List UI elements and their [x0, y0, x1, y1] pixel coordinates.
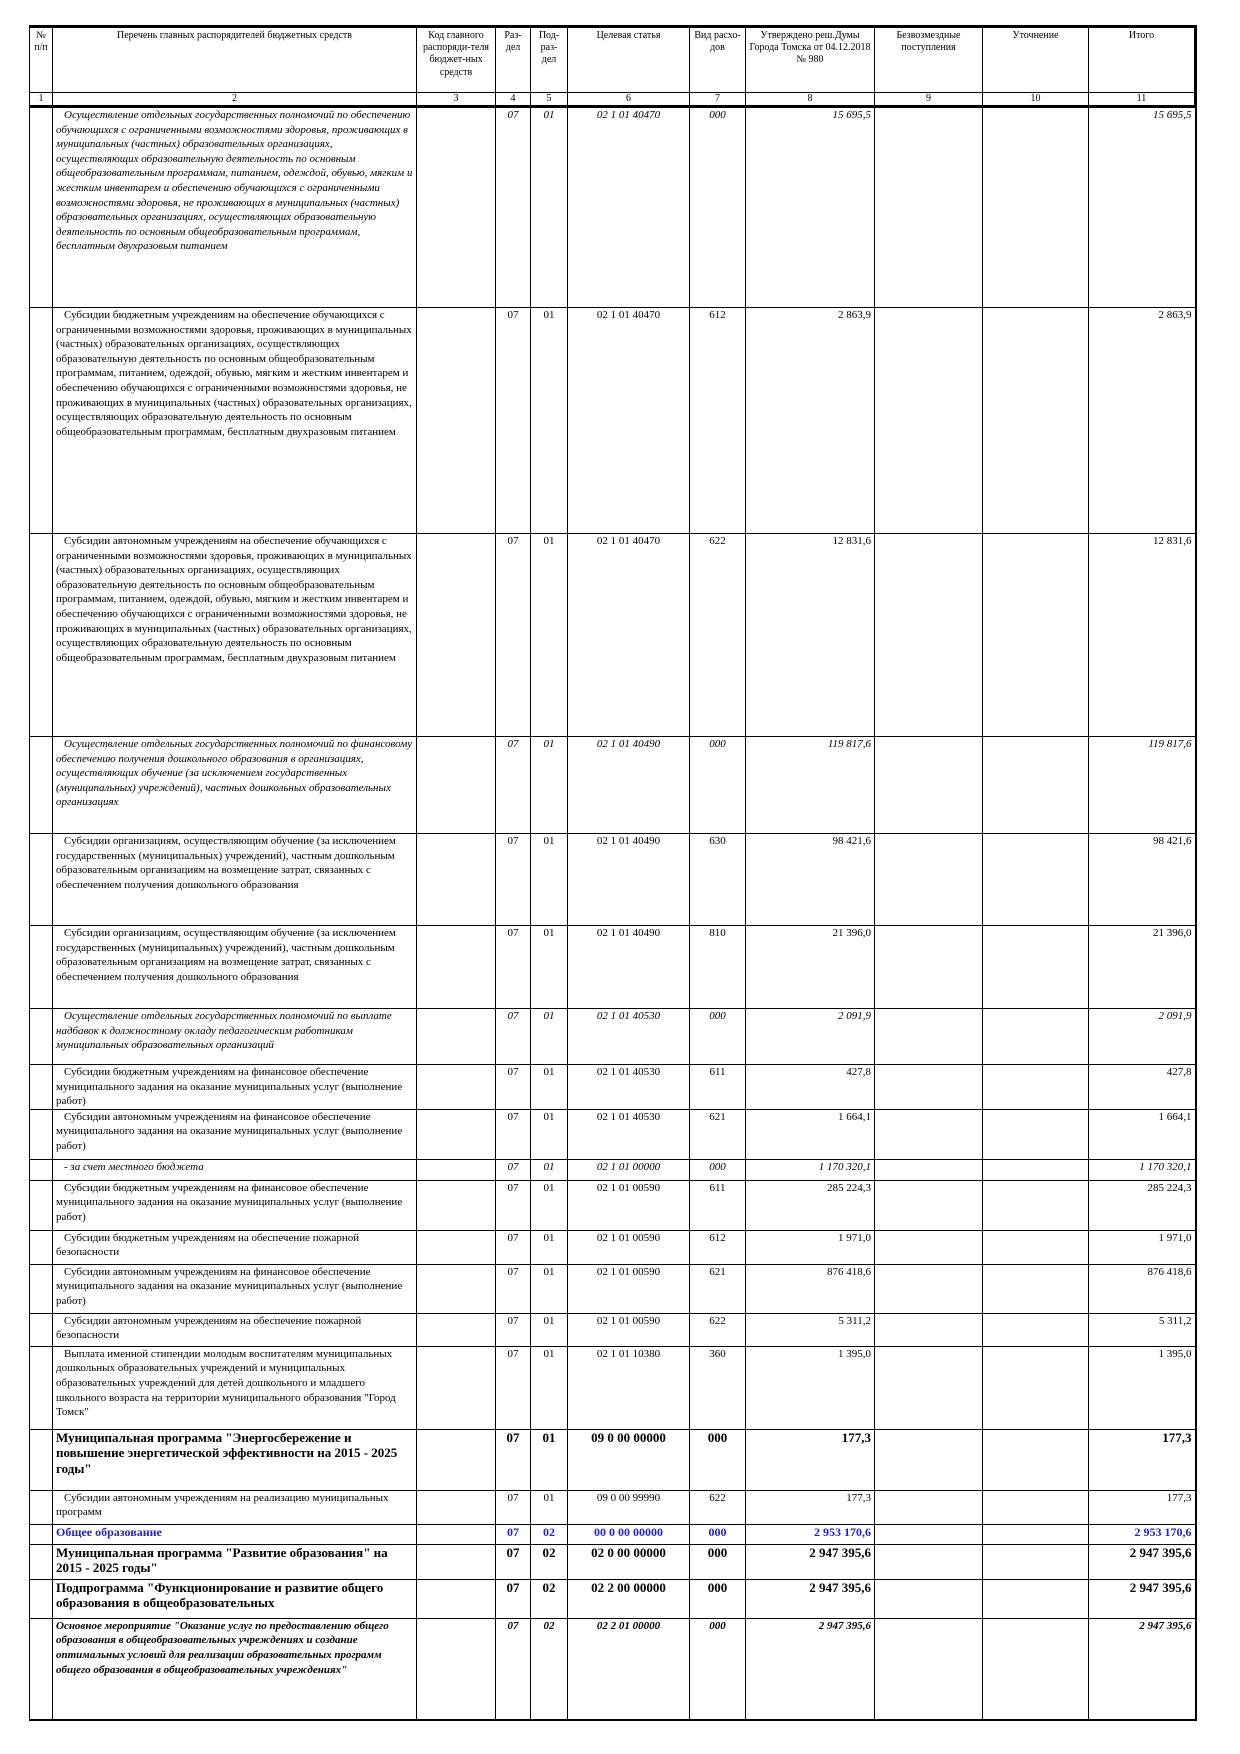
row-vid: 000: [690, 1159, 746, 1180]
row-total: 876 418,6: [1089, 1264, 1196, 1313]
row-podrazdel: 01: [531, 1109, 568, 1159]
row-name-text: Общее образование: [56, 1524, 162, 1539]
row-vid: 612: [690, 308, 746, 534]
row-razdel: 07: [496, 1346, 531, 1429]
row-clarification: [983, 1346, 1089, 1429]
row-podrazdel: 01: [531, 1346, 568, 1429]
table-row: [30, 107, 1196, 308]
row-article: 02 1 01 40470: [568, 534, 690, 737]
table-row: [30, 1109, 1196, 1159]
row-article: 02 1 01 40490: [568, 737, 690, 834]
header-vid: Вид расхо-дов: [690, 27, 746, 93]
row-razdel: 07: [496, 107, 531, 308]
row-article: 02 1 01 40530: [568, 1009, 690, 1065]
row-number-cell: [30, 534, 53, 737]
row-approved: 15 695,5: [746, 107, 875, 308]
row-podrazdel: 02: [531, 1618, 568, 1720]
row-name: [53, 1230, 417, 1264]
row-clarification: [983, 834, 1089, 926]
row-clarification: [983, 1264, 1089, 1313]
row-name-text: Муниципальная программа "Энергосбережение и повышение энергетической эффективности на 2015 - 2025 годы": [56, 1429, 398, 1476]
row-approved: 119 817,6: [746, 737, 875, 834]
row-clarification: [983, 1313, 1089, 1346]
row-podrazdel: 01: [531, 1065, 568, 1110]
row-article: 02 1 01 40470: [568, 107, 690, 308]
column-number: 7: [690, 93, 746, 107]
row-clarification: [983, 1065, 1089, 1110]
row-name: [53, 737, 417, 834]
table-row: [30, 1009, 1196, 1065]
row-approved: 285 224,3: [746, 1180, 875, 1230]
row-grants: [875, 1009, 983, 1065]
row-podrazdel: 01: [531, 1429, 568, 1490]
header-total: Итого: [1089, 27, 1196, 93]
header-grants: Безвозмездные поступления: [875, 27, 983, 93]
row-name: [53, 1109, 417, 1159]
header-article: Целевая статья: [568, 27, 690, 93]
row-vid: 000: [690, 1618, 746, 1720]
row-code: [417, 1264, 496, 1313]
row-clarification: [983, 534, 1089, 737]
row-name-text: Осуществление отдельных государственных полномочий по выплате надбавок к должностному окладу педагогическим работникам муниципальных образовательных организаций: [56, 1010, 392, 1052]
column-number: 9: [875, 93, 983, 107]
row-razdel: 07: [496, 1009, 531, 1065]
row-grants: [875, 1524, 983, 1544]
row-vid: 611: [690, 1180, 746, 1230]
row-podrazdel: 01: [531, 1230, 568, 1264]
row-number-cell: [30, 834, 53, 926]
table-row: [30, 1429, 1196, 1490]
column-number: 2: [53, 93, 417, 107]
row-number-cell: [30, 308, 53, 534]
row-approved: 876 418,6: [746, 1264, 875, 1313]
row-total: 12 831,6: [1089, 534, 1196, 737]
row-podrazdel: 02: [531, 1524, 568, 1544]
column-number: 3: [417, 93, 496, 107]
row-article: 02 1 01 00590: [568, 1313, 690, 1346]
column-number: 11: [1089, 93, 1196, 107]
row-number-cell: [30, 1618, 53, 1720]
row-total: 98 421,6: [1089, 834, 1196, 926]
row-name: [53, 1009, 417, 1065]
row-code: [417, 1009, 496, 1065]
row-razdel: 07: [496, 1109, 531, 1159]
table-header-row: [30, 27, 1196, 93]
row-vid: 000: [690, 737, 746, 834]
table-row: [30, 1579, 1196, 1618]
row-code: [417, 834, 496, 926]
row-razdel: 07: [496, 1544, 531, 1579]
row-grants: [875, 1180, 983, 1230]
row-number-cell: [30, 737, 53, 834]
row-razdel: 07: [496, 1618, 531, 1720]
row-podrazdel: 02: [531, 1579, 568, 1618]
row-approved: 2 947 395,6: [746, 1618, 875, 1720]
row-code: [417, 107, 496, 308]
row-grants: [875, 107, 983, 308]
header-num: № п/п: [30, 27, 53, 93]
row-code: [417, 1579, 496, 1618]
table-row: [30, 1524, 1196, 1544]
row-clarification: [983, 1180, 1089, 1230]
row-grants: [875, 737, 983, 834]
row-approved: 2 953 170,6: [746, 1524, 875, 1544]
row-clarification: [983, 1429, 1089, 1490]
row-vid: 000: [690, 1524, 746, 1544]
row-total: 285 224,3: [1089, 1180, 1196, 1230]
row-article: 09 0 00 99990: [568, 1490, 690, 1524]
row-name-text: Субсидии автономным учреждениям на обеспечение обучающихся с ограниченными возможностями здоровья, проживающих в муниципальных (частных) образовательных организациях, осуществляющих образовательную деятельность по основным общеобразовательным программам, питанием, одеждой, обувью, мягким и жестким инвентарем и обеспечению обучающихся с ограниченными возможностями здоровья, не проживающих в муниципальных (частных) образовательных организациях, осуществляющих образовательную деятельность по основным общеобразовательным программам, бесплатным двухразовым питанием: [56, 535, 412, 664]
row-name: [53, 534, 417, 737]
row-razdel: 07: [496, 1180, 531, 1230]
row-vid: 622: [690, 534, 746, 737]
row-code: [417, 1109, 496, 1159]
table-row: [30, 1490, 1196, 1524]
row-approved: 1 170 320,1: [746, 1159, 875, 1180]
budget-table: [29, 25, 1197, 1721]
row-total: 2 863,9: [1089, 308, 1196, 534]
row-approved: 5 311,2: [746, 1313, 875, 1346]
row-approved: 2 947 395,6: [746, 1579, 875, 1618]
row-total: 427,8: [1089, 1065, 1196, 1110]
row-razdel: 07: [496, 1490, 531, 1524]
row-podrazdel: 01: [531, 1313, 568, 1346]
header-podrazdel: Под-раз-дел: [531, 27, 568, 93]
table-row: [30, 1159, 1196, 1180]
row-total: 2 947 395,6: [1089, 1618, 1196, 1720]
row-clarification: [983, 1230, 1089, 1264]
row-article: 02 0 00 00000: [568, 1544, 690, 1579]
row-total: 2 947 395,6: [1089, 1544, 1196, 1579]
row-grants: [875, 1544, 983, 1579]
column-number: 1: [30, 93, 53, 107]
row-podrazdel: 01: [531, 926, 568, 1009]
row-approved: 177,3: [746, 1429, 875, 1490]
row-approved: 1 395,0: [746, 1346, 875, 1429]
row-name-text: Субсидии бюджетным учреждениям на обеспечение пожарной безопасности: [56, 1231, 360, 1259]
row-code: [417, 1230, 496, 1264]
row-grants: [875, 1264, 983, 1313]
row-code: [417, 1618, 496, 1720]
row-clarification: [983, 1159, 1089, 1180]
table-row: [30, 737, 1196, 834]
row-article: 02 1 01 40530: [568, 1065, 690, 1110]
row-name: [53, 1429, 417, 1490]
row-razdel: 07: [496, 834, 531, 926]
row-approved: 1 971,0: [746, 1230, 875, 1264]
header-approved: Утверждено реш.Думы Города Томска от 04.12.2018 № 980: [746, 27, 875, 93]
row-name: [53, 1490, 417, 1524]
row-name-text: Осуществление отдельных государственных полномочий по обеспечению обучающихся с ограниченными возможностями здоровья, проживающих в муниципальных (частных) образовательных организациях, осуществляющих образовательную деятельность по основным общеобразовательным программам, питанием, одеждой, обувью, мягким и жестким инвентарем и обеспечению обучающихся с ограниченными возможностями здоровья, не проживающих в муниципальных (частных) образовательных организациях, осуществляющих образовательную деятельность по основным общеобразовательным программам, бесплатным двухразовым питанием: [56, 109, 413, 253]
row-name-text: Субсидии бюджетным учреждениям на финансовое обеспечение муниципального задания на оказание муниципальных услуг (выполнение работ): [56, 1181, 403, 1223]
row-code: [417, 1544, 496, 1579]
row-grants: [875, 1346, 983, 1429]
row-razdel: 07: [496, 926, 531, 1009]
row-name: [53, 107, 417, 308]
row-vid: 000: [690, 1009, 746, 1065]
row-name-text: Субсидии автономным учреждениям на финансовое обеспечение муниципального задания на оказание муниципальных услуг (выполнение работ): [56, 1265, 403, 1307]
row-number-cell: [30, 1009, 53, 1065]
row-approved: 427,8: [746, 1065, 875, 1110]
row-number-cell: [30, 1346, 53, 1429]
row-vid: 630: [690, 834, 746, 926]
row-name: [53, 1544, 417, 1579]
row-code: [417, 1346, 496, 1429]
row-total: 1 395,0: [1089, 1346, 1196, 1429]
row-total: 177,3: [1089, 1490, 1196, 1524]
row-code: [417, 1524, 496, 1544]
row-total: 177,3: [1089, 1429, 1196, 1490]
row-grants: [875, 926, 983, 1009]
row-grants: [875, 1230, 983, 1264]
row-podrazdel: 01: [531, 1159, 568, 1180]
row-grants: [875, 1313, 983, 1346]
row-clarification: [983, 1524, 1089, 1544]
row-name: [53, 1579, 417, 1618]
table-row: [30, 1264, 1196, 1313]
row-clarification: [983, 308, 1089, 534]
row-article: 02 2 01 00000: [568, 1618, 690, 1720]
row-razdel: 07: [496, 1230, 531, 1264]
row-name-text: Субсидии бюджетным учреждениям на финансовое обеспечение муниципального задания на оказание муниципальных услуг (выполнение работ): [56, 1066, 403, 1108]
row-approved: 98 421,6: [746, 834, 875, 926]
row-clarification: [983, 1490, 1089, 1524]
row-name-text: Подпрограмма "Функционирование и развитие общего образования в общеобразовательных: [56, 1579, 384, 1611]
row-vid: 810: [690, 926, 746, 1009]
row-clarification: [983, 1109, 1089, 1159]
column-number: 6: [568, 93, 690, 107]
header-razdel: Раз-дел: [496, 27, 531, 93]
row-podrazdel: 01: [531, 534, 568, 737]
row-name: [53, 834, 417, 926]
row-article: 02 1 01 00000: [568, 1159, 690, 1180]
row-name-text: - за счет местного бюджета: [64, 1160, 204, 1173]
row-name: [53, 1180, 417, 1230]
row-code: [417, 1313, 496, 1346]
row-name: [53, 1618, 417, 1720]
row-razdel: 07: [496, 1429, 531, 1490]
row-vid: 000: [690, 1429, 746, 1490]
table-row: [30, 1618, 1196, 1720]
row-number-cell: [30, 1109, 53, 1159]
row-approved: 2 863,9: [746, 308, 875, 534]
row-clarification: [983, 107, 1089, 308]
header-name: Перечень главных распорядителей бюджетных средств: [53, 27, 417, 93]
row-article: 02 1 01 40530: [568, 1109, 690, 1159]
row-code: [417, 1429, 496, 1490]
row-number-cell: [30, 1065, 53, 1110]
row-number-cell: [30, 107, 53, 308]
row-code: [417, 534, 496, 737]
row-article: 00 0 00 00000: [568, 1524, 690, 1544]
row-razdel: 07: [496, 1065, 531, 1110]
row-razdel: 07: [496, 737, 531, 834]
row-article: 02 1 01 00590: [568, 1180, 690, 1230]
row-approved: 177,3: [746, 1490, 875, 1524]
column-number: 10: [983, 93, 1089, 107]
row-podrazdel: 01: [531, 107, 568, 308]
row-podrazdel: 01: [531, 308, 568, 534]
row-name: [53, 1264, 417, 1313]
row-code: [417, 1490, 496, 1524]
row-vid: 621: [690, 1109, 746, 1159]
table-row: [30, 1346, 1196, 1429]
table-row: [30, 308, 1196, 534]
row-vid: 622: [690, 1313, 746, 1346]
row-number-cell: [30, 1490, 53, 1524]
row-name-text: Субсидии автономным учреждениям на финансовое обеспечение муниципального задания на оказание муниципальных услуг (выполнение работ): [56, 1110, 403, 1152]
row-number-cell: [30, 1524, 53, 1544]
row-grants: [875, 1109, 983, 1159]
row-number-cell: [30, 1180, 53, 1230]
row-vid: 621: [690, 1264, 746, 1313]
row-name: [53, 1524, 417, 1544]
row-grants: [875, 308, 983, 534]
row-article: 02 1 01 00590: [568, 1230, 690, 1264]
table-row: [30, 534, 1196, 737]
row-clarification: [983, 1544, 1089, 1579]
row-total: 1 170 320,1: [1089, 1159, 1196, 1180]
row-article: 02 1 01 00590: [568, 1264, 690, 1313]
row-grants: [875, 1490, 983, 1524]
row-code: [417, 1159, 496, 1180]
row-podrazdel: 01: [531, 1180, 568, 1230]
row-grants: [875, 1579, 983, 1618]
column-numbers-row: [30, 93, 1196, 107]
row-approved: 1 664,1: [746, 1109, 875, 1159]
row-total: 2 947 395,6: [1089, 1579, 1196, 1618]
row-name-text: Субсидии бюджетным учреждениям на обеспечение обучающихся с ограниченными возможностями здоровья, проживающих в муниципальных (частных) образовательных организациях, осуществляющих образовательную деятельность по основным общеобразовательным программам, питанием, одеждой, обувью, мягким и жестким инвентарем и обеспечению обучающихся с ограниченными возможностями здоровья, не проживающих в муниципальных (частных) образовательных организациях, осуществляющих образовательную деятельность по основным общеобразовательным программам, бесплатным двухразовым питанием: [56, 309, 412, 438]
row-clarification: [983, 1579, 1089, 1618]
row-article: 02 1 01 40490: [568, 926, 690, 1009]
row-number-cell: [30, 1264, 53, 1313]
header-code: Код главного распоряди-теля бюджет-ных средств: [417, 27, 496, 93]
row-podrazdel: 01: [531, 1490, 568, 1524]
row-article: 02 1 01 40490: [568, 834, 690, 926]
row-approved: 2 947 395,6: [746, 1544, 875, 1579]
row-grants: [875, 1159, 983, 1180]
row-name: [53, 1313, 417, 1346]
row-grants: [875, 834, 983, 926]
row-razdel: 07: [496, 1524, 531, 1544]
row-approved: 12 831,6: [746, 534, 875, 737]
row-code: [417, 1065, 496, 1110]
row-vid: 360: [690, 1346, 746, 1429]
column-number: 5: [531, 93, 568, 107]
table-row: [30, 926, 1196, 1009]
row-number-cell: [30, 926, 53, 1009]
column-number: 8: [746, 93, 875, 107]
row-grants: [875, 1429, 983, 1490]
header-clarification: Уточнение: [983, 27, 1089, 93]
row-total: 21 396,0: [1089, 926, 1196, 1009]
row-podrazdel: 01: [531, 1264, 568, 1313]
row-podrazdel: 02: [531, 1544, 568, 1579]
row-razdel: 07: [496, 1159, 531, 1180]
row-total: 5 311,2: [1089, 1313, 1196, 1346]
table-row: [30, 1180, 1196, 1230]
table-row: [30, 1230, 1196, 1264]
row-podrazdel: 01: [531, 834, 568, 926]
row-name-text: Субсидии организациям, осуществляющим обучение (за исключением государственных (муниципальных) учреждений), частным дошкольным образовательным организациям на возмещение затрат, связанных с обеспечением получения дошкольного образования: [56, 927, 396, 983]
row-name: [53, 1346, 417, 1429]
row-podrazdel: 01: [531, 1009, 568, 1065]
row-number-cell: [30, 1429, 53, 1490]
row-name: [53, 926, 417, 1009]
row-name-text: Муниципальная программа "Развитие образования" на 2015 - 2025 годы": [56, 1544, 388, 1576]
row-podrazdel: 01: [531, 737, 568, 834]
row-name: [53, 1159, 417, 1180]
row-total: 119 817,6: [1089, 737, 1196, 834]
table-row: [30, 1544, 1196, 1579]
row-vid: 000: [690, 1544, 746, 1579]
row-total: 15 695,5: [1089, 107, 1196, 308]
row-name-text: Основное мероприятие "Оказание услуг по предоставлению общего образования в общеобразовательных учреждениях и создание оптимальных условий для реализации образовательных программ общего образования в общеобразовательных учреждениях": [56, 1619, 389, 1676]
row-vid: 000: [690, 1579, 746, 1618]
row-clarification: [983, 926, 1089, 1009]
row-number-cell: [30, 1544, 53, 1579]
row-total: 2 953 170,6: [1089, 1524, 1196, 1544]
row-article: 02 1 01 10380: [568, 1346, 690, 1429]
row-name: [53, 308, 417, 534]
row-razdel: 07: [496, 1313, 531, 1346]
row-number-cell: [30, 1230, 53, 1264]
row-approved: 2 091,9: [746, 1009, 875, 1065]
row-article: 02 2 00 00000: [568, 1579, 690, 1618]
row-razdel: 07: [496, 308, 531, 534]
table-row: [30, 1313, 1196, 1346]
row-code: [417, 1180, 496, 1230]
row-total: 1 664,1: [1089, 1109, 1196, 1159]
column-number: 4: [496, 93, 531, 107]
row-razdel: 07: [496, 1264, 531, 1313]
row-razdel: 07: [496, 534, 531, 737]
row-total: 2 091,9: [1089, 1009, 1196, 1065]
table-row: [30, 1065, 1196, 1110]
row-grants: [875, 1065, 983, 1110]
row-name-text: Осуществление отдельных государственных полномочий по финансовому обеспечению получения дошкольного образования в организациях, осуществляющих обучение (за исключением государственных (муниципальных) учреждений), частных дошкольных образовательных организациях: [56, 738, 413, 809]
row-vid: 611: [690, 1065, 746, 1110]
row-razdel: 07: [496, 1579, 531, 1618]
row-vid: 000: [690, 107, 746, 308]
row-vid: 612: [690, 1230, 746, 1264]
row-approved: 21 396,0: [746, 926, 875, 1009]
table-row: [30, 834, 1196, 926]
row-clarification: [983, 1618, 1089, 1720]
row-name-text: Субсидии организациям, осуществляющим обучение (за исключением государственных (муниципальных) учреждений), частным дошкольным образовательным организациям на возмещение затрат, связанных с обеспечением получения дошкольного образования: [56, 835, 396, 891]
row-grants: [875, 1618, 983, 1720]
row-clarification: [983, 1009, 1089, 1065]
row-number-cell: [30, 1313, 53, 1346]
row-name-text: Субсидии автономным учреждениям на реализацию муниципальных программ: [56, 1491, 389, 1519]
row-code: [417, 308, 496, 534]
row-name: [53, 1065, 417, 1110]
row-grants: [875, 534, 983, 737]
row-code: [417, 926, 496, 1009]
row-number-cell: [30, 1159, 53, 1180]
row-name-text: Субсидии автономным учреждениям на обеспечение пожарной безопасности: [56, 1314, 362, 1342]
row-total: 1 971,0: [1089, 1230, 1196, 1264]
row-name-text: Выплата именной стипендии молодым воспитателям муниципальных дошкольных образовательных учреждений и муниципальных образовательных учреждений для детей дошкольного и младшего школьного возраста на территории муниципального образования "Город Томск": [56, 1347, 396, 1419]
row-article: 09 0 00 00000: [568, 1429, 690, 1490]
row-clarification: [983, 737, 1089, 834]
row-code: [417, 737, 496, 834]
row-article: 02 1 01 40470: [568, 308, 690, 534]
row-vid: 622: [690, 1490, 746, 1524]
row-number-cell: [30, 1579, 53, 1618]
